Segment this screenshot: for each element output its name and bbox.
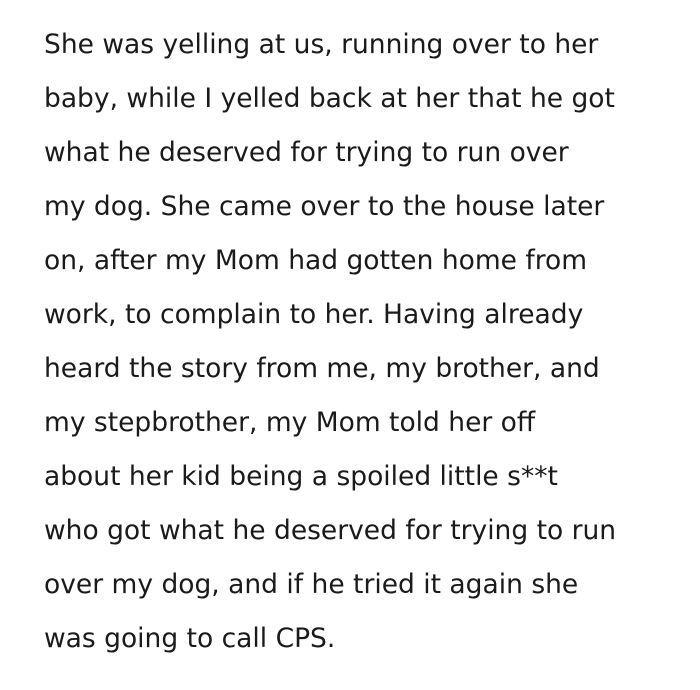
story-line: over my dog, and if he tried it again she <box>44 569 579 600</box>
story-paragraph <box>44 18 694 666</box>
story-line: about her kid being a spoiled little s**t <box>44 461 558 492</box>
story-line: my dog. She came over to the house later <box>44 191 605 222</box>
story-line: who got what he deserved for trying to run <box>44 515 617 546</box>
story-line: work, to complain to her. Having already <box>44 299 584 330</box>
story-line: on, after my Mom had gotten home from <box>44 245 588 276</box>
story-line: was going to call CPS. <box>44 623 336 654</box>
story-line: what he deserved for trying to run over <box>44 137 569 168</box>
story-line: heard the story from me, my brother, and <box>44 353 600 384</box>
story-line: my stepbrother, my Mom told her off <box>44 407 536 438</box>
story-line: baby, while I yelled back at her that he got <box>44 83 615 114</box>
story-line: She was yelling at us, running over to her <box>44 29 599 60</box>
